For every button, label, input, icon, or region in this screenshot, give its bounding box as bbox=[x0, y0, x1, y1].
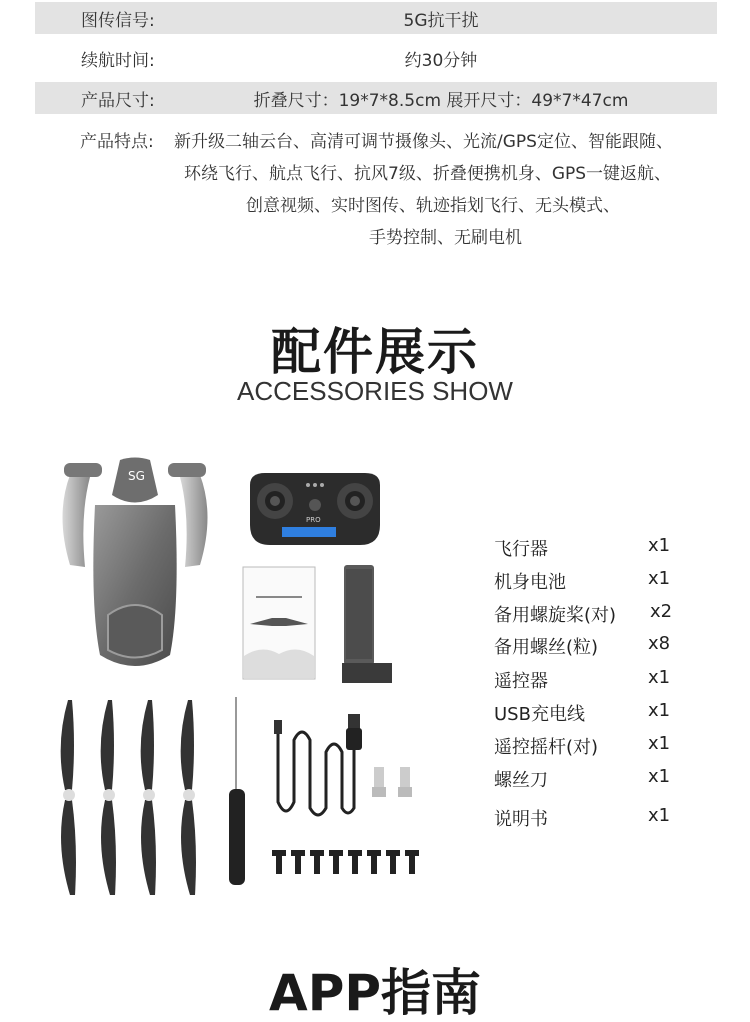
spec-value: 折叠尺寸：19*7*8.5cm 展开尺寸：49*7*47cm bbox=[253, 90, 629, 111]
accessory-name: 螺丝刀 bbox=[494, 770, 548, 791]
screws-image bbox=[270, 848, 430, 878]
accessory-qty: x1 bbox=[648, 667, 671, 688]
spec-label: 续航时间: bbox=[81, 50, 155, 71]
accessory-name: 说明书 bbox=[494, 809, 548, 830]
section-subtitle: ACCESSORIES SHOW bbox=[237, 376, 513, 406]
accessory-name: 遥控摇杆(对) bbox=[494, 737, 599, 758]
accessory-name: 备用螺丝(粒) bbox=[494, 637, 599, 658]
propellers-image bbox=[50, 695, 210, 900]
features-line: 创意视频、实时图传、轨迹指划飞行、无头模式、 bbox=[246, 196, 620, 216]
spec-row-endurance bbox=[35, 42, 717, 74]
accessory-name: 机身电池 bbox=[494, 572, 566, 593]
features-line: 环绕飞行、航点飞行、抗风7级、折叠便携机身、GPS一键返航、 bbox=[184, 164, 672, 184]
accessory-qty: x1 bbox=[648, 568, 671, 589]
next-section-title: APP指南 bbox=[269, 964, 481, 1022]
accessory-name: USB充电线 bbox=[494, 704, 585, 725]
accessory-name: 遥控器 bbox=[494, 671, 548, 692]
features-line: 手势控制、无刷电机 bbox=[369, 228, 522, 248]
spec-row-size bbox=[35, 82, 717, 114]
controller-badge: PRO bbox=[306, 516, 321, 524]
manual-image bbox=[242, 566, 316, 680]
accessory-name: 备用螺旋桨(对) bbox=[494, 605, 617, 626]
spec-label: 图传信号: bbox=[81, 10, 155, 31]
features-line: 新升级二轴云台、高清可调节摄像头、光流/GPS定位、智能跟随、 bbox=[174, 132, 673, 152]
accessory-name: 飞行器 bbox=[494, 539, 548, 560]
usb-cable-image bbox=[268, 712, 373, 824]
accessory-qty: x1 bbox=[648, 535, 671, 556]
screwdriver-image bbox=[222, 695, 252, 890]
svg-text:SG: SG bbox=[128, 469, 145, 483]
accessory-qty: x1 bbox=[648, 733, 671, 754]
joystick-sticks-image bbox=[368, 765, 418, 807]
battery-image bbox=[338, 563, 396, 687]
accessory-qty: x1 bbox=[648, 766, 671, 787]
spec-value: 约30分钟 bbox=[404, 50, 478, 71]
remote-controller-image bbox=[240, 465, 390, 555]
drone-image bbox=[50, 455, 220, 680]
section-title: 配件展示 bbox=[271, 323, 479, 381]
spec-row-signal bbox=[35, 2, 717, 34]
accessory-qty: x1 bbox=[648, 700, 671, 721]
accessory-qty: x2 bbox=[650, 601, 673, 622]
spec-label: 产品尺寸: bbox=[81, 90, 155, 111]
accessory-qty: x8 bbox=[648, 633, 671, 654]
features-label: 产品特点: bbox=[80, 132, 154, 152]
spec-value: 5G抗干扰 bbox=[403, 10, 479, 31]
accessory-qty: x1 bbox=[648, 805, 671, 826]
